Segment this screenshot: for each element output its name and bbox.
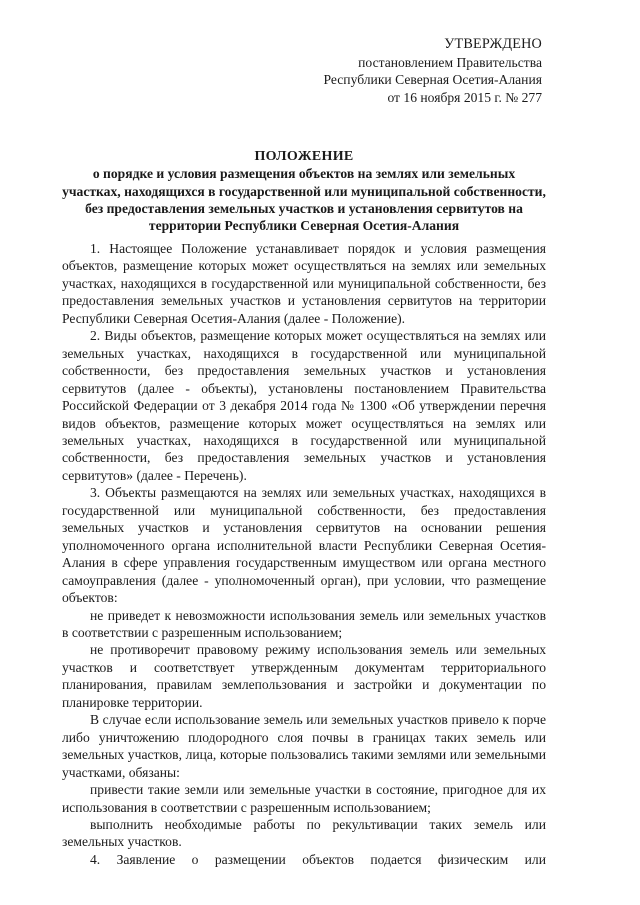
paragraph-2: 2. Виды объектов, размещение которых может осуществляться на землях или земельных участках, находящихся в государственной или муниципальной собственности, без предоставления земельных участков и установления сервитутов (далее - объекты), установлены постановлением Правительства Российской Федерации от 3 декабря 2014 года № 1300 «Об утверждении перечня видов объектов, размещение которых может осуществляться на землях или земельных участках, находящихся в государственной или муниципальной собственности, без предоставления земельных участков и установления сервитутов» (далее - Перечень). [62, 328, 546, 483]
document-title: ПОЛОЖЕНИЕ [254, 149, 354, 164]
paragraph-3-condition-1: не приведет к невозможности использования земель или земельных участков в соответствии с разрешенным использованием; [62, 607, 546, 640]
paragraph-soil-damage: В случае если использование земель или земельных участков привело к порче либо уничтожению плодородного слоя почвы в границах таких земель или земельных участков, лица, которые пользовались такими землями или земельными участками, обязаны: [62, 712, 546, 780]
approval-date-number: от 16 ноября 2015 г. № 277 [387, 89, 542, 105]
paragraph-3-condition-2: не противоречит правовому режиму использования земель или земельных участков и соответствует утвержденным документам территориального планирования, правилам землепользования и застройки и документации по планировке территории. [62, 642, 546, 710]
document-body [62, 240, 546, 868]
paragraph-3: 3. Объекты размещаются на землях или земельных участках, находящихся в государственной или муниципальной собственности, без предоставления земельных участков и установления сервитутов на основании решения уполномоченного органа исполнительной власти Республики Северная Осетия-Алания в сфере управления государственным имуществом или органа местного самоуправления (далее - уполномоченный орган), при условии, что размещение объектов: [62, 485, 546, 606]
document-subtitle: о порядке и условия размещения объектов на землях или земельных участках, находящихся в государственной или муниципальной собственности, без предоставления земельных участков и установления сервитутов на территории Республики Северная Осетия-Алания [62, 166, 546, 234]
approval-line: постановлением Правительства [358, 54, 542, 70]
paragraph-1: 1. Настоящее Положение устанавливает порядок и условия размещения объектов, размещение которых может осуществляться на землях или земельных участках, находящихся в государственной или муниципальной собственности, без предоставления земельных участков и установления сервитутов на территории Республики Северная Осетия-Алания (далее - Положение). [62, 241, 546, 326]
approval-line: Республики Северная Осетия-Алания [323, 72, 542, 87]
document-heading [62, 148, 546, 234]
paragraph-obligation-1: привести такие земли или земельные участки в состояние, пригодное для их использования в соответствии с разрешенным использованием; [62, 782, 546, 815]
paragraph-obligation-2: выполнить необходимые работы по рекультивации таких земель или земельных участков. [62, 816, 546, 850]
approval-stamp [324, 36, 542, 106]
approval-title: УТВЕРЖДЕНО [444, 36, 542, 52]
paragraph-4: 4. Заявление о размещении объектов подается физическим или [90, 851, 546, 867]
